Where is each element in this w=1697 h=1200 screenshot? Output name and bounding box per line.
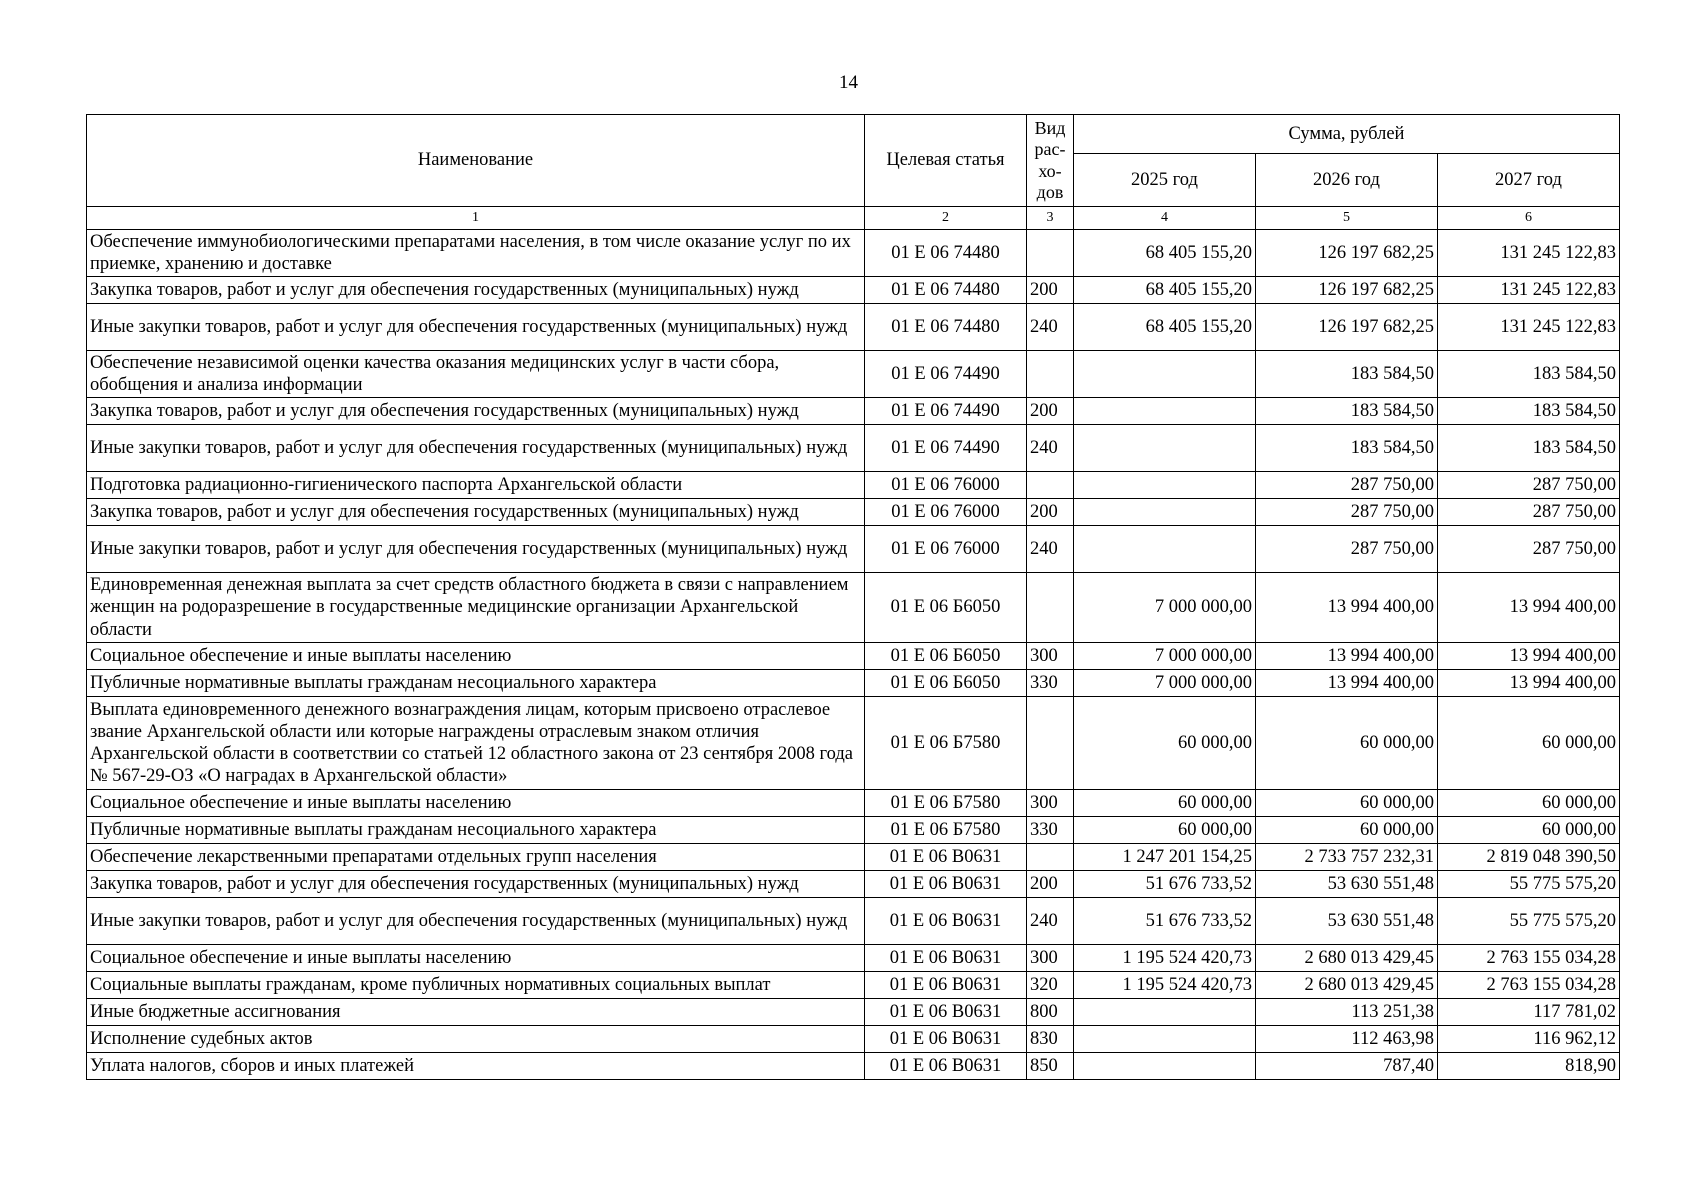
row-amount-2025 (1074, 351, 1256, 398)
row-amount-2027: 287 750,00 (1438, 526, 1620, 573)
row-name: Уплата налогов, сборов и иных платежей (87, 1053, 865, 1080)
row-amount-2025: 60 000,00 (1074, 817, 1256, 844)
row-target-article: 01 Е 06 74480 (865, 277, 1027, 304)
row-amount-2027: 131 245 122,83 (1438, 230, 1620, 277)
row-name: Социальные выплаты гражданам, кроме публичных нормативных социальных выплат (87, 972, 865, 999)
table-row (87, 945, 1620, 972)
row-amount-2026: 13 994 400,00 (1256, 573, 1438, 643)
row-amount-2026: 2 733 757 232,31 (1256, 844, 1438, 871)
row-target-article: 01 Е 06 В0631 (865, 945, 1027, 972)
row-name: Иные закупки товаров, работ и услуг для обеспечения государственных (муниципальных) нужд (87, 898, 865, 945)
column-number: 6 (1438, 207, 1620, 230)
row-name: Подготовка радиационно-гигиенического паспорта Архангельской области (87, 472, 865, 499)
table-row (87, 1026, 1620, 1053)
row-target-article: 01 Е 06 Б7580 (865, 790, 1027, 817)
table-row (87, 670, 1620, 697)
row-name: Обеспечение независимой оценки качества оказания медицинских услуг в части сбора, обобщения и анализа информации (87, 351, 865, 398)
row-amount-2025: 51 676 733,52 (1074, 871, 1256, 898)
row-name: Обеспечение лекарственными препаратами отдельных групп населения (87, 844, 865, 871)
row-name: Социальное обеспечение и иные выплаты населению (87, 643, 865, 670)
row-target-article: 01 Е 06 Б6050 (865, 573, 1027, 643)
row-name: Закупка товаров, работ и услуг для обеспечения государственных (муниципальных) нужд (87, 871, 865, 898)
row-name: Обеспечение иммунобиологическими препаратами населения, в том числе оказание услуг по их приемке, хранению и доставке (87, 230, 865, 277)
row-amount-2025: 1 247 201 154,25 (1074, 844, 1256, 871)
row-amount-2027: 818,90 (1438, 1053, 1620, 1080)
row-target-article: 01 Е 06 74490 (865, 398, 1027, 425)
row-expense-type: 300 (1027, 945, 1074, 972)
row-expense-type: 240 (1027, 425, 1074, 472)
row-expense-type: 300 (1027, 790, 1074, 817)
row-target-article: 01 Е 06 76000 (865, 499, 1027, 526)
header-year-2025: 2025 год (1074, 154, 1256, 207)
row-expense-type: 330 (1027, 670, 1074, 697)
row-expense-type (1027, 844, 1074, 871)
row-amount-2027: 183 584,50 (1438, 351, 1620, 398)
table-row (87, 351, 1620, 398)
row-target-article: 01 Е 06 74490 (865, 351, 1027, 398)
row-amount-2025: 7 000 000,00 (1074, 670, 1256, 697)
table-row (87, 472, 1620, 499)
table-row (87, 817, 1620, 844)
row-amount-2025: 60 000,00 (1074, 790, 1256, 817)
row-amount-2027: 2 763 155 034,28 (1438, 972, 1620, 999)
row-expense-type: 240 (1027, 898, 1074, 945)
row-amount-2025: 68 405 155,20 (1074, 304, 1256, 351)
row-amount-2026: 113 251,38 (1256, 999, 1438, 1026)
row-expense-type: 200 (1027, 499, 1074, 526)
row-amount-2026: 2 680 013 429,45 (1256, 972, 1438, 999)
row-amount-2027: 60 000,00 (1438, 817, 1620, 844)
row-amount-2027: 117 781,02 (1438, 999, 1620, 1026)
column-number: 5 (1256, 207, 1438, 230)
row-amount-2027: 60 000,00 (1438, 790, 1620, 817)
row-amount-2026: 183 584,50 (1256, 398, 1438, 425)
row-name: Закупка товаров, работ и услуг для обеспечения государственных (муниципальных) нужд (87, 398, 865, 425)
row-name: Иные бюджетные ассигнования (87, 999, 865, 1026)
header-expense-type-text: Вид рас-хо-дов (1034, 118, 1066, 202)
row-amount-2027: 183 584,50 (1438, 425, 1620, 472)
row-amount-2027: 116 962,12 (1438, 1026, 1620, 1053)
row-amount-2025 (1074, 526, 1256, 573)
row-name: Закупка товаров, работ и услуг для обеспечения государственных (муниципальных) нужд (87, 499, 865, 526)
row-name: Социальное обеспечение и иные выплаты населению (87, 790, 865, 817)
row-name: Иные закупки товаров, работ и услуг для обеспечения государственных (муниципальных) нужд (87, 425, 865, 472)
row-amount-2027: 2 763 155 034,28 (1438, 945, 1620, 972)
row-amount-2025: 68 405 155,20 (1074, 277, 1256, 304)
row-amount-2027: 287 750,00 (1438, 472, 1620, 499)
row-amount-2027: 55 775 575,20 (1438, 871, 1620, 898)
row-target-article: 01 Е 06 Б7580 (865, 697, 1027, 790)
row-expense-type (1027, 573, 1074, 643)
row-amount-2027: 287 750,00 (1438, 499, 1620, 526)
table-row (87, 844, 1620, 871)
row-target-article: 01 Е 06 Б6050 (865, 670, 1027, 697)
row-amount-2025 (1074, 472, 1256, 499)
row-amount-2025: 1 195 524 420,73 (1074, 945, 1256, 972)
row-expense-type (1027, 697, 1074, 790)
row-target-article: 01 Е 06 74480 (865, 304, 1027, 351)
row-expense-type: 200 (1027, 398, 1074, 425)
row-target-article: 01 Е 06 76000 (865, 526, 1027, 573)
row-expense-type: 330 (1027, 817, 1074, 844)
row-amount-2026: 60 000,00 (1256, 817, 1438, 844)
column-number: 4 (1074, 207, 1256, 230)
row-amount-2027: 13 994 400,00 (1438, 643, 1620, 670)
row-target-article: 01 Е 06 В0631 (865, 972, 1027, 999)
row-expense-type: 800 (1027, 999, 1074, 1026)
table-row (87, 643, 1620, 670)
row-amount-2026: 53 630 551,48 (1256, 898, 1438, 945)
table-row (87, 1053, 1620, 1080)
row-amount-2026: 53 630 551,48 (1256, 871, 1438, 898)
row-target-article: 01 Е 06 В0631 (865, 1053, 1027, 1080)
row-expense-type: 830 (1027, 1026, 1074, 1053)
row-name: Закупка товаров, работ и услуг для обеспечения государственных (муниципальных) нужд (87, 277, 865, 304)
row-amount-2026: 126 197 682,25 (1256, 230, 1438, 277)
budget-table (86, 114, 1620, 1080)
row-target-article: 01 Е 06 В0631 (865, 898, 1027, 945)
row-amount-2027: 60 000,00 (1438, 697, 1620, 790)
row-amount-2027: 13 994 400,00 (1438, 670, 1620, 697)
row-amount-2025 (1074, 499, 1256, 526)
row-amount-2026: 126 197 682,25 (1256, 304, 1438, 351)
table-row (87, 573, 1620, 643)
row-amount-2027: 183 584,50 (1438, 398, 1620, 425)
header-year-2026: 2026 год (1256, 154, 1438, 207)
row-name: Единовременная денежная выплата за счет средств областного бюджета в связи с направлением женщин на родоразрешение в государственные медицинские организации Архангельской области (87, 573, 865, 643)
row-amount-2027: 131 245 122,83 (1438, 277, 1620, 304)
row-target-article: 01 Е 06 В0631 (865, 1026, 1027, 1053)
table-row (87, 972, 1620, 999)
row-target-article: 01 Е 06 76000 (865, 472, 1027, 499)
row-amount-2026: 60 000,00 (1256, 697, 1438, 790)
row-amount-2026: 287 750,00 (1256, 526, 1438, 573)
row-expense-type (1027, 230, 1074, 277)
table-row (87, 898, 1620, 945)
header-target-article: Целевая статья (865, 115, 1027, 207)
row-amount-2025 (1074, 398, 1256, 425)
row-expense-type (1027, 472, 1074, 499)
table-row (87, 304, 1620, 351)
table-row (87, 277, 1620, 304)
row-target-article: 01 Е 06 В0631 (865, 999, 1027, 1026)
row-amount-2026: 287 750,00 (1256, 472, 1438, 499)
row-amount-2026: 287 750,00 (1256, 499, 1438, 526)
row-amount-2026: 13 994 400,00 (1256, 670, 1438, 697)
row-amount-2025: 1 195 524 420,73 (1074, 972, 1256, 999)
table-row (87, 526, 1620, 573)
row-amount-2026: 112 463,98 (1256, 1026, 1438, 1053)
row-amount-2026: 13 994 400,00 (1256, 643, 1438, 670)
row-amount-2025 (1074, 1053, 1256, 1080)
table-row (87, 871, 1620, 898)
row-amount-2026: 183 584,50 (1256, 425, 1438, 472)
row-amount-2027: 2 819 048 390,50 (1438, 844, 1620, 871)
row-amount-2025: 7 000 000,00 (1074, 643, 1256, 670)
row-name: Иные закупки товаров, работ и услуг для обеспечения государственных (муниципальных) нужд (87, 526, 865, 573)
row-amount-2025: 51 676 733,52 (1074, 898, 1256, 945)
row-target-article: 01 Е 06 74480 (865, 230, 1027, 277)
header-expense-type (1027, 115, 1074, 207)
column-number: 2 (865, 207, 1027, 230)
row-amount-2026: 183 584,50 (1256, 351, 1438, 398)
row-target-article: 01 Е 06 Б6050 (865, 643, 1027, 670)
row-expense-type: 320 (1027, 972, 1074, 999)
row-name: Публичные нормативные выплаты гражданам несоциального характера (87, 817, 865, 844)
row-name: Публичные нормативные выплаты гражданам несоциального характера (87, 670, 865, 697)
table-row (87, 425, 1620, 472)
row-name: Иные закупки товаров, работ и услуг для обеспечения государственных (муниципальных) нужд (87, 304, 865, 351)
table-row (87, 790, 1620, 817)
header-year-2027: 2027 год (1438, 154, 1620, 207)
row-amount-2025: 7 000 000,00 (1074, 573, 1256, 643)
page-number: 14 (839, 72, 858, 93)
header-sum: Сумма, рублей (1074, 115, 1620, 154)
row-name: Исполнение судебных актов (87, 1026, 865, 1053)
row-amount-2026: 60 000,00 (1256, 790, 1438, 817)
row-amount-2027: 13 994 400,00 (1438, 573, 1620, 643)
row-target-article: 01 Е 06 В0631 (865, 844, 1027, 871)
row-name: Социальное обеспечение и иные выплаты населению (87, 945, 865, 972)
row-expense-type (1027, 351, 1074, 398)
table-row (87, 999, 1620, 1026)
table-row (87, 398, 1620, 425)
row-expense-type: 240 (1027, 304, 1074, 351)
row-amount-2025 (1074, 999, 1256, 1026)
column-number: 3 (1027, 207, 1074, 230)
row-expense-type: 240 (1027, 526, 1074, 573)
row-amount-2026: 2 680 013 429,45 (1256, 945, 1438, 972)
table-row (87, 230, 1620, 277)
row-amount-2027: 131 245 122,83 (1438, 304, 1620, 351)
row-amount-2025: 68 405 155,20 (1074, 230, 1256, 277)
row-expense-type: 200 (1027, 277, 1074, 304)
row-expense-type: 200 (1027, 871, 1074, 898)
row-amount-2026: 126 197 682,25 (1256, 277, 1438, 304)
row-amount-2025: 60 000,00 (1074, 697, 1256, 790)
row-expense-type: 300 (1027, 643, 1074, 670)
row-amount-2026: 787,40 (1256, 1053, 1438, 1080)
row-amount-2025 (1074, 425, 1256, 472)
row-amount-2027: 55 775 575,20 (1438, 898, 1620, 945)
row-target-article: 01 Е 06 В0631 (865, 871, 1027, 898)
table-row (87, 697, 1620, 790)
row-expense-type: 850 (1027, 1053, 1074, 1080)
table-row (87, 499, 1620, 526)
row-target-article: 01 Е 06 Б7580 (865, 817, 1027, 844)
header-name: Наименование (87, 115, 865, 207)
row-name: Выплата единовременного денежного вознаграждения лицам, которым присвоено отраслевое звание Архангельской области или которые награждены отраслевым знаком отличия Архангельской области в соответствии со статьей 12 областного закона от 23 сентября 2008 года № 567-29-ОЗ «О наградах в Архангельской области» (87, 697, 865, 790)
row-target-article: 01 Е 06 74490 (865, 425, 1027, 472)
column-number: 1 (87, 207, 865, 230)
row-amount-2025 (1074, 1026, 1256, 1053)
column-number-row (87, 207, 1620, 230)
